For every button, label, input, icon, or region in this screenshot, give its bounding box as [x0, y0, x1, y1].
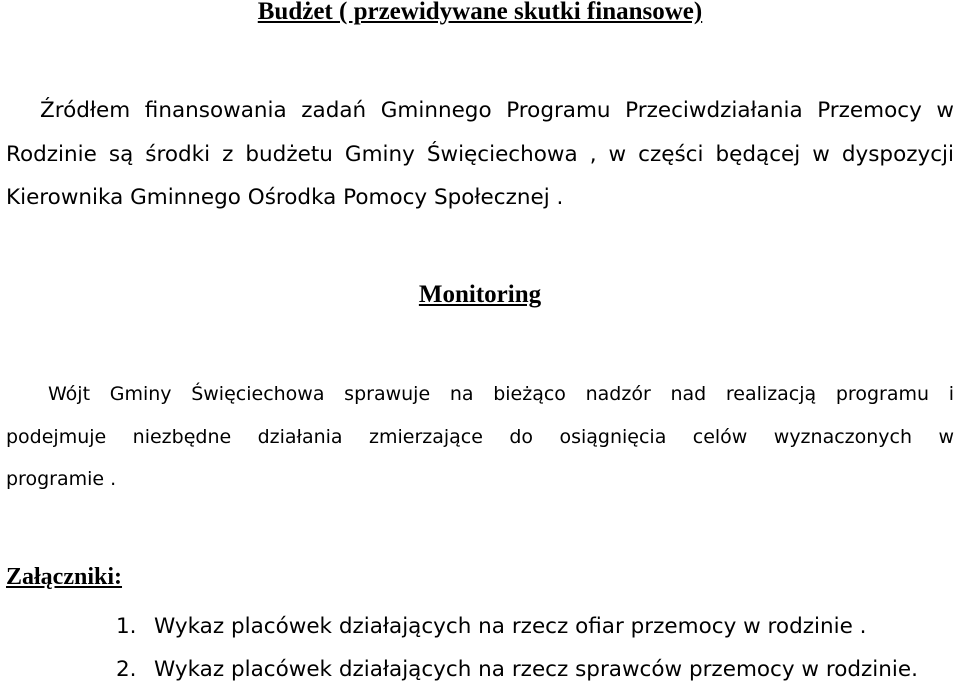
attachment-text: Wykaz placówek działających na rzecz sprawców przemocy w rodzinie. [154, 657, 918, 682]
monitoring-paragraph-line-3: programie . [6, 468, 117, 490]
document-title: Budżet ( przewidywane skutki finansowe) [257, 0, 703, 25]
attachment-item-2 [116, 657, 918, 682]
funding-paragraph-line-2: Rodzinie są środki z budżetu Gminy Święciechowa , w części będącej w dyspozycji [6, 142, 954, 167]
attachments-heading: Załączniki: [6, 564, 123, 590]
attachment-number: 2. [116, 657, 137, 682]
attachment-text: Wykaz placówek działających na rzecz ofiar przemocy w rodzinie . [154, 614, 867, 639]
attachment-item-1 [116, 614, 866, 639]
monitoring-paragraph-line-1: Wójt Gminy Święciechowa sprawuje na bieżąco nadzór nad realizacją programu i [48, 383, 954, 405]
monitoring-heading: Monitoring [418, 281, 542, 308]
attachment-number: 1. [116, 614, 137, 639]
monitoring-paragraph-line-2: podejmuje niezbędne działania zmierzające do osiągnięcia celów wyznaczonych w [6, 426, 954, 448]
funding-paragraph-line-3: Kierownika Gminnego Ośrodka Pomocy Społecznej . [6, 185, 564, 210]
funding-paragraph-line-1: Źródłem finansowania zadań Gminnego Programu Przeciwdziałania Przemocy w [40, 98, 954, 123]
